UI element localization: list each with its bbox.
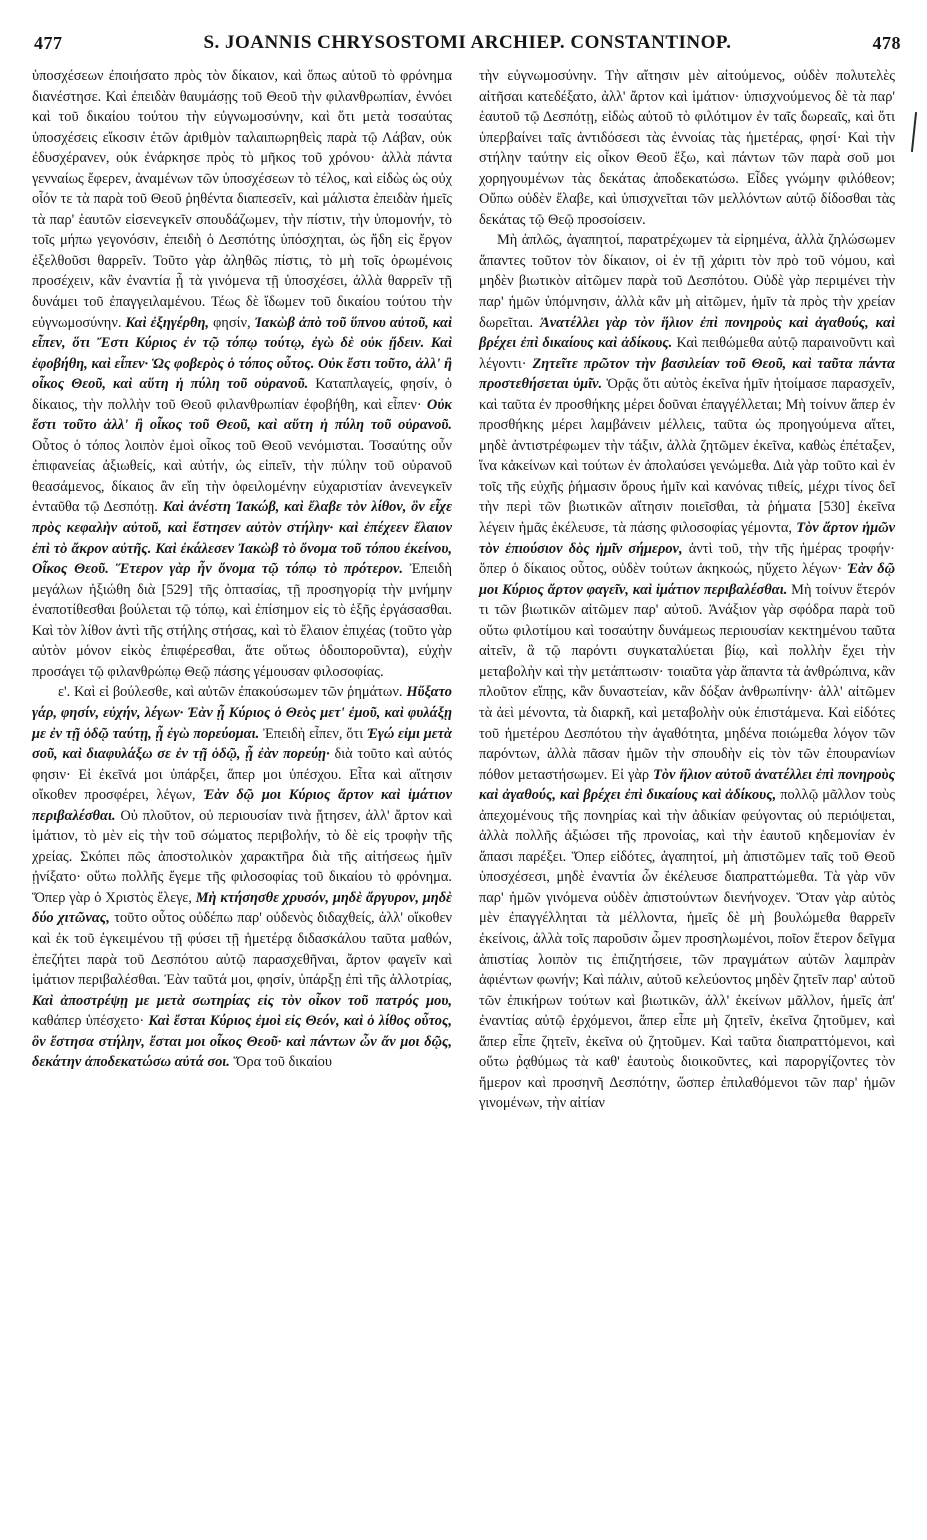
text-run: ε'. Καὶ εἰ βούλεσθε, καὶ αὐτῶν ἐπακούσωμεν τῶν ῥημάτων. xyxy=(58,684,403,701)
section-paragraph xyxy=(32,682,452,1072)
scripture-quote: Ηὔξατο γάρ, φησίν, εὐχήν, λέγων· Ἐὰν ᾖ Κύριος ὁ Θεὸς μετ' ἐμοῦ, καὶ φυλάξῃ με ἐν τῇ ὁδῷ ταύτῃ, ᾗ ἐγὼ πορεύομαι. xyxy=(32,684,452,742)
text-run: Οὐ πλοῦτον, οὐ περιουσίαν τινὰ ᾔτησεν, ἀλλ' ἄρτον καὶ ἱμάτιον, τὸ μὲν εἰς τὴν τοῦ σώματος περιβολήν, τὸ δὲ εἰς τροφὴν τῆς χρείας. Σκόπει πῶς ἀποστολικὸν χαρακτῆρα διὰ τῆς αἰτήσεως ἡμῖν ᾐνίξατο· οὕτω πολλῆς ἔγεμε τῆς φιλοσοφίας τοῦ δικαίου τὸ φρόνημα. Ὅπερ γὰρ ὁ Χριστὸς ἔλεγε, xyxy=(32,807,452,906)
scripture-quote: Τὸν ἥλιον αὐτοῦ ἀνατέλλει ἐπὶ πονηροὺς καὶ ἀγαθούς, καὶ βρέχει ἐπὶ δικαίους καὶ ἀδίκους, xyxy=(479,766,895,804)
page-number-left: 477 xyxy=(34,32,63,53)
paragraph xyxy=(479,230,895,1114)
text-run: πολλῷ μᾶλλον τοὺς ἀπεχομένους τῆς πονηρίας καὶ τὴν ἀδικίαν φεύγοντας οὐ περιόψεται, ἀλλὰ πολλῆς ἀξιώσει τῆς προνοίας, καὶ τὴν ἑαυτοῦ κηδεμονίαν ἐν ἅπασι παρέξει. Ὅπερ εἰδότες, ἀγαπητοί, μὴ ἀπιστῶμεν ταῖς τοῦ Θεοῦ ὑποσχέσεσι, μηδὲ ἐναντία ὧν ἐκέλευσε διαπραττώμεθα. Τὰ γὰρ νῦν παρ' ἡμῶν γινόμενα οὐδὲν ἀπιστούντων διενήνοχεν. Ὅταν γὰρ αὐτὸς μὲν ἐπαγγέλληται τὰ μέλλοντα, ἡμεῖς δὲ μὴ βουλώμεθα θαρρεῖν ἐκείνοις, ἀλλὰ τοῖς παροῦσιν ὦμεν προσηλωμένοι, ποῖον ἕτερον δεῖγμα ἀπιστίας λοιπὸν τις ἐπιζητήσειε, τῶν πραγμάτων αὐτῶν λαμπρὰν ἀφιέντων φωνήν; Καὶ πάλιν, αὐτοῦ κελεύοντος μηδὲν ζητεῖν παρ' αὐτοῦ τῶν ἐπικήρων τούτων καὶ βιωτικῶν, ἀλλ' ἐκείνων μᾶλλον, ἡμεῖς ἀπ' ἐναντίας αὐτῷ ἐρχόμενοι, ἅπερ εἶπε μὴ ζητεῖν, ἐκεῖνα ζητοῦμεν, καὶ ἅπερ εἶπε ζητεῖν, ἐκεῖνα οὐ ζητοῦμεν. Καὶ ταῦτα διαπραττόμενοι, καὶ οὕτω ῥᾳθύμως τὰ καθ' ἑαυτοὺς διοικοῦντες, καὶ παροργίζοντες τὸν ἥμερον καὶ προσηνῆ Δεσπότην, ὥσπερ ἐπιλαθόμενοι τῶν παρ' ἡμῶν γινομένων, τὴν αἰτίαν xyxy=(479,787,895,1112)
text-run: Μὴ ἁπλῶς, ἀγαπητοί, παρατρέχωμεν τὰ εἰρημένα, ἀλλὰ ζηλώσωμεν ἅπαντες τοῦτον τὸν δίκαιον, οἱ ἐν τῇ χάριτι τὸν πρὸ τοῦ νόμου, καὶ μηδὲν βιωτικὸν αἰτῶμεν παρὰ τοῦ Δεσπότου. Οὐδὲ γὰρ περιμένει τὴν παρ' ἡμῶν ὑπόμνησιν, ἀλλὰ κἂν μὴ αἰτῶμεν, ἡμῖν τὰ πρὸς τὴν χρείαν δωρεῖται. xyxy=(479,232,895,331)
scripture-quote: Ἰακὼβ ἀπὸ τοῦ ὕπνου αὐτοῦ, καὶ εἶπεν, ὅτι Ἔστι Κύριος ἐν τῷ τόπῳ τούτῳ, ἐγὼ δὲ οὐκ ᾔδειν. Καὶ ἐφοβήθη, καὶ εἶπεν· Ὡς φοβερὸς ὁ τόπος οὗτος. Οὐκ ἔστι τοῦτο, ἀλλ' ἢ οἶκος Θεοῦ, καὶ αὕτη ἡ πύλη τοῦ οὐρανοῦ. xyxy=(32,314,452,393)
paragraph xyxy=(32,66,452,682)
text-run: διὰ τοῦτο καὶ αὐτός φησιν· Εἰ ἐκεῖνά μοι ὑπάρξει, ἅπερ μοι ὑπέσχου. Εἶτα καὶ αἴτησιν οἴκοθεν προσφέρει, λέγων, xyxy=(32,746,452,804)
scripture-quote: Ἀνατέλλει γὰρ τὸν ἥλιον ἐπὶ πονηροὺς καὶ ἀγαθούς, καὶ βρέχει ἐπὶ δικαίους καὶ ἀδίκους. xyxy=(479,314,895,352)
scripture-quote: Καὶ ἀποστρέψῃ με μετὰ σωτηρίας εἰς τὸν οἶκον τοῦ πατρός μου, xyxy=(32,992,452,1009)
text-run: τοῦτο οὗτος οὐδέπω παρ' οὐδενὸς διδαχθείς, ἀλλ' οἴκοθεν καὶ ἐκ τοῦ ἐγκειμένου τῇ φύσει τῇ ἡμετέρᾳ διδασκάλου ταῦτα μαθών, ἐπεζήτει παρὰ τοῦ Δεσπότου αὐτῷ παρασχεθῆναι, ἄρτον φαγεῖν καὶ ἱμάτιον περιβαλέσθαι. Ἐὰν ταῦτά μοι, φησίν, ὑπάρξῃ ἐπὶ τῆς ἀλλοτρίας, xyxy=(32,910,452,989)
text-run: τὴν εὐγνωμοσύνην. Τὴν αἴτησιν μὲν αἰτούμενος, οὐδὲν πολυτελὲς αἰτῆσαι κατεδέξατο, ἀλλ' ἄρτον καὶ ἱμάτιον· ὑπισχνούμενος δὲ τὰ παρ' ἑαυτοῦ τῷ Δεσπότῃ, εἰδὼς αὐτοῦ τὸ φιλότιμον ἐν ταῖς δωρεαῖς, καὶ ὅτι ὑπερβαίνει ταῖς ἀντιδόσεσι τὰς ἐννοίας τὰς ἡμετέρας, φησί· Καὶ τὴν στήλην ταύτην εἰς οἶκον Θεοῦ ἕξω, καὶ πάντων τῶν παρὰ σοῦ μοι χορηγουμένων τὰς δεκάτας ἀποδεκατώσω. Εἶδες γνώμην φιλόθεον; Οὔπω οὐδὲν ἔλαβε, καὶ ὑπισχνεῖται τῶν μελλόντων αὐτῷ δίδοσθαι τὰς δεκάτας τῷ Θεῷ προσοίσειν. xyxy=(479,68,895,228)
text-run: Ὅρα τοῦ δικαίου xyxy=(233,1054,332,1071)
text-run: Μὴ τοίνυν ἕτερόν τι τῶν βιωτικῶν αἰτῶμεν παρ' αὐτοῦ. Ἀνάξιον γὰρ σφόδρα παρὰ τοῦ οὕτω φιλοτίμου καὶ τοσαύτην δυνάμεως περιουσίαν κεκτημένου ταῦτα αἰτεῖν, ἃ τῷ παρόντι συγκαταλύεται βίῳ, καὶ πολλὴν ἔχει τὴν μεταβολὴν καὶ τὴν μετάπτωσιν· τοιαῦτα γὰρ ἅπαντα τὰ ἀνθρώπινα, κἂν πλοῦτον εἴπῃς, κἂν δυναστείαν, κἂν δόξαν ἀνθρωπίνην· ἀλλ' αἰτῶμεν τὰ ἀεὶ μένοντα, τὰ διαρκῆ, καὶ μεταβολὴν οὐκ ἐπιστάμενα. Καὶ εἰδότες τοῦ ἡμετέρου Δεσπότου τὴν ἀγαθότητα, μηδένα ποιώμεθα λόγον τῶν παρόντων, ἀλλὰ πᾶσαν ἡμῶν τὴν σπουδὴν εἰς τὸν τῶν ἐπουρανίων πόθον μεταστήσωμεν. Εἰ γὰρ xyxy=(479,581,895,783)
scripture-quote: Καὶ ἀνέστη Ἰακώβ, καὶ ἔλαβε τὸν λίθον, ὃν εἶχε πρὸς κεφαλὴν αὐτοῦ, καὶ ἔστησεν αὐτὸν στήλην· καὶ ἐπέχεεν ἔλαιον ἐπὶ τὸ ἄκρον αὐτῆς. Καὶ ἐκάλεσεν Ἰακὼβ τὸ ὄνομα τοῦ τόπου ἐκείνου, Οἶκος Θεοῦ. Ἕτερον γὰρ ἦν ὄνομα τῷ τόπῳ τὸ πρότερον. xyxy=(32,499,452,578)
page-number-right: 478 xyxy=(872,32,901,53)
text-run: Ὁρᾷς ὅτι αὐτὸς ἐκεῖνα ἡμῖν ἡτοίμασε παρασχεῖν, καὶ ταῦτα ἐν προσθήκης μέρει δοῦναι ἐπαγγέλλεται; Μὴ τοίνυν ἅπερ ἐν προσθήκης μέρει λαμβάνειν μέλλεις, ταῦτα ὡς προηγούμενα αἴτει, μηδὲ ἀντιστρέφωμεν τὴν τάξιν, ἀλλὰ ζητῶμεν ἐκεῖνα, καθὼς ἐπέταξεν, ἵνα κἀκείνων καὶ τούτων ἐν ἀπολαύσει γενώμεθα. Διὰ γὰρ τοῦτο καὶ ἐν τοῖς τῆς εὐχῆς ῥήμασιν ὅρους ἡμῖν καὶ κανόνας τιθείς, μέχρι τίνος δεῖ τὴν περὶ τῶν βιωτικῶν αἴτησιν ποιεῖσθαι, τὰ ῥήματα [530] ἐκεῖνα λέγειν ἡμᾶς ἐκέλευσε, τὰ πάσης φιλοσοφίας γέμοντα, xyxy=(479,376,895,537)
text-run: φησίν, xyxy=(212,314,251,331)
scripture-quote: Οὐκ ἔστι τοῦτο ἀλλ' ἢ οἶκος τοῦ Θεοῦ, καὶ αὕτη ἡ πύλη τοῦ οὐρανοῦ. xyxy=(32,396,452,434)
running-header xyxy=(34,28,901,58)
scripture-quote: Μὴ κτήσησθε χρυσόν, μηδὲ ἄργυρον, μηδὲ δύο χιτῶνας, xyxy=(32,889,452,927)
text-run: Καταπλαγείς, φησίν, ὁ δίκαιος, τὴν πολλὴν τοῦ Θεοῦ φιλανθρωπίαν ἐφοβήθη, καὶ εἶπεν· xyxy=(32,376,452,413)
paragraph xyxy=(479,66,895,230)
scripture-quote: Καὶ ἔσται Κύριος ἐμοὶ εἰς Θεόν, καὶ ὁ λίθος οὗτος, ὃν ἔστησα στήλην, ἔσται μοι οἶκος Θεοῦ· καὶ πάντων ὧν ἄν μοι δῷς, δεκάτην ἀποδεκατώσω αὐτά σοι. xyxy=(32,1013,452,1071)
scripture-quote: Καὶ ἐξηγέρθη, xyxy=(125,314,210,331)
text-run: Ἐπειδὴ μεγάλων ἠξιώθη διὰ [529] τῆς ὀπτασίας, τῇ προσηγορίᾳ τὴν μνήμην ἐναποτίθεσθαι βούλεται τῷ τόπῳ, καὶ ἐπίσημον εἰς τὸ ἑξῆς ἐργάσασθαι. Καὶ τὸν λίθον ἀντὶ τῆς στήλης στήσας, καὶ τὸ ἔλαιον ἐπιχέας (τοῦτο γὰρ αὐτὸν μόνον εἰκὸς ἐπιφέρεσθαι, ἅτε οὕτως ὁδοιποροῦντα), εὐχὴν προσάγει τῷ φιλανθρώπῳ Θεῷ πάσης γέμουσαν φιλοσοφίας. xyxy=(32,561,452,680)
scripture-quote: Ἐγώ εἰμι μετὰ σοῦ, καὶ διαφυλάξω σε ἐν τῇ ὁδῷ, ᾗ ἐὰν πορεύῃ· xyxy=(32,725,452,763)
scripture-quote: Ἐὰν δῷ μοι Κύριος ἄρτον φαγεῖν, καὶ ἱμάτιον περιβαλέσθαι. xyxy=(479,561,895,598)
text-column-right xyxy=(479,66,895,1114)
text-run: Οὗτος ὁ τόπος λοιπὸν ἐμοὶ οἶκος τοῦ Θεοῦ νενόμισται. Τοσαύτης οὖν ἐπιφανείας ἀξιωθείς, καὶ αὐτήν, ὡς εἰπεῖν, τὴν πύλην τοῦ οὐρανοῦ θεασάμενος, δίκαιος ἂν εἴη τὴν ὀφειλομένην εὐχαριστίαν ἀνενεγκεῖν ἐνταῦθα τῷ Δεσπότῃ. xyxy=(32,437,452,516)
scripture-quote: Ἐὰν δῷ μοι Κύριος ἄρτον καὶ ἱμάτιον περιβαλέσθαι. xyxy=(32,787,452,824)
text-run: Ἐπειδὴ εἶπεν, ὅτι xyxy=(263,725,364,742)
text-run: ὑποσχέσεων ἐποιήσατο πρὸς τὸν δίκαιον, καὶ ὅπως αὐτοῦ τὸ φρόνημα διανέστησε. Καὶ ἐπειδὰν θαυμάσῃς τοῦ Θεοῦ τὴν φιλανθρωπίαν, ἐννόει καὶ τοῦ δικαίου τούτου τὴν εὐγνωμοσύνην, καὶ ὅτι μετὰ τοσαύτας ὑποσχέσεις εἴκοσιν ἐτῶν ἀριθμὸν ταλαιπωρηθεὶς παρὰ τῷ Λάβαν, οὐκ ἐδυσχέρανεν, οὐκ ἐνάρκησε πρὸς τὸ μῆκος τοῦ χρόνου· ἀλλὰ πάντα γενναίως ἔφερεν, ἀναμένων τῶν ὑποσχέσεων τὸ τέλος, καὶ εἰδὼς ὡς οὐχ οἷόν τε τὰ παρὰ τοῦ Θεοῦ ῥηθέντα διαπεσεῖν, καὶ μάλιστα ἐπειδὰν ἡμεῖς τὰ παρ' ἑαυτῶν εἰσενεγκεῖν σπουδάζωμεν, τὴν πίστιν, τὴν ὑπομονήν, τὸ τοῖς μήπω γεγονόσιν, ἐπειδὴ ὁ Δεσπότης ὑπόσχηται, ὡς ἤδη εἰς ἔργον ἐξελθοῦσι θαρρεῖν. Τοῦτο γὰρ ἀληθῶς πίστις, τὸ μὴ τοῖς ὁρωμένοις προσέχειν, κἂν ἐναντία ᾖ τὰ γινόμενα τῇ ὑποσχέσει, ἀλλὰ θαρρεῖν τῇ δυνάμει τοῦ ἐπαγγειλαμένου. Τέως δὲ ἴδωμεν τοῦ δικαίου τούτου τὴν εὐγνωμοσύνην. xyxy=(32,68,452,331)
text-run: ἀντὶ τοῦ, τὴν τῆς ἡμέρας τροφήν· ὅπερ ὁ δίκαιος οὗτος, οὐδὲν τούτων ἀκηκοώς, ηὔχετο λέγων· xyxy=(479,540,895,578)
text-run: καθάπερ ὑπέσχετο· xyxy=(32,1013,145,1030)
scripture-quote: Ζητεῖτε πρῶτον τὴν βασιλείαν τοῦ Θεοῦ, καὶ ταῦτα πάντα προστεθήσεται ὑμῖν. xyxy=(479,355,895,393)
scripture-quote: Τὸν ἄρτον ἡμῶν τὸν ἐπιούσιον δὸς ἡμῖν σήμερον, xyxy=(479,520,895,557)
text-column-left xyxy=(32,66,452,1073)
text-run: Καὶ πειθώμεθα αὐτῷ παραινοῦντι καὶ λέγοντι· xyxy=(479,335,895,372)
margin-pencil-mark xyxy=(911,112,917,152)
running-title: S. JOANNIS CHRYSOSTOMI ARCHIEP. CONSTANTINOP. xyxy=(203,32,732,53)
